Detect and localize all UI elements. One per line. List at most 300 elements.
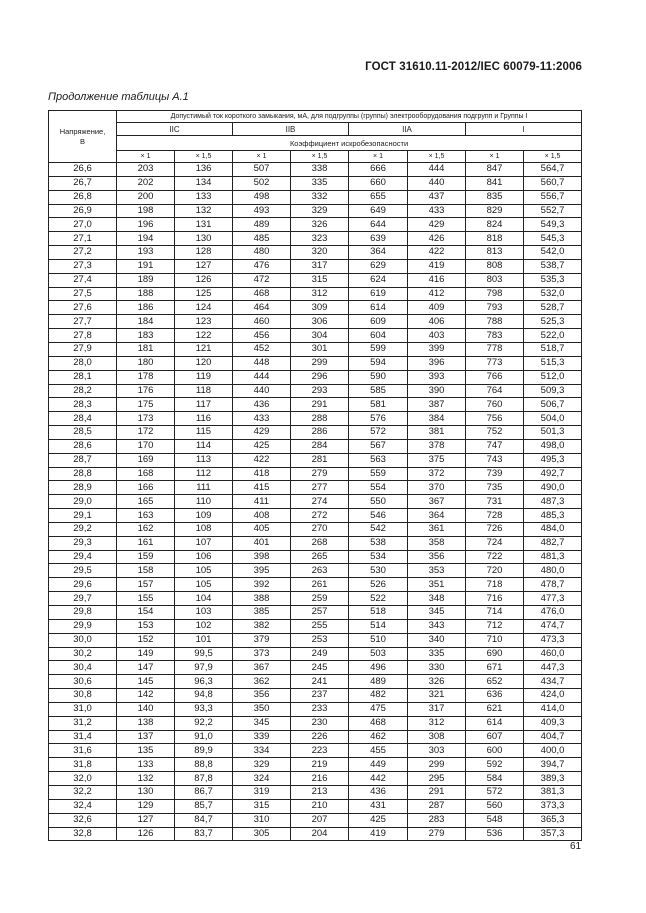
current-cell: 320 xyxy=(291,246,349,260)
current-cell: 323 xyxy=(291,232,349,246)
current-cell: 203 xyxy=(117,163,175,177)
voltage-cell: 29,6 xyxy=(49,578,117,592)
current-cell: 284 xyxy=(291,439,349,453)
current-cell: 125 xyxy=(175,287,233,301)
current-cell: 259 xyxy=(291,592,349,606)
current-cell: 422 xyxy=(408,246,466,260)
voltage-cell: 30,0 xyxy=(49,633,117,647)
current-cell: 118 xyxy=(175,384,233,398)
current-cell: 731 xyxy=(466,495,524,509)
current-cell: 94,8 xyxy=(175,689,233,703)
current-cell: 480,0 xyxy=(524,564,582,578)
current-cell: 126 xyxy=(117,827,175,841)
current-cell: 299 xyxy=(408,758,466,772)
table-row xyxy=(49,578,582,592)
current-cell: 105 xyxy=(175,578,233,592)
current-cell: 415 xyxy=(233,481,291,495)
table-row xyxy=(49,509,582,523)
current-cell: 554 xyxy=(349,481,408,495)
current-cell: 722 xyxy=(466,550,524,564)
table-row xyxy=(49,232,582,246)
current-cell: 444 xyxy=(408,163,466,177)
current-cell: 381 xyxy=(408,426,466,440)
factor-header: × 1,5 xyxy=(524,151,582,163)
voltage-cell: 32,2 xyxy=(49,785,117,799)
current-cell: 126 xyxy=(175,273,233,287)
current-cell: 436 xyxy=(233,398,291,412)
voltage-cell: 26,6 xyxy=(49,163,117,177)
current-cell: 710 xyxy=(466,633,524,647)
current-cell: 493 xyxy=(233,204,291,218)
factor-header: × 1 xyxy=(117,151,175,163)
current-cell: 334 xyxy=(233,744,291,758)
current-cell: 452 xyxy=(233,342,291,356)
current-cell: 394,7 xyxy=(524,758,582,772)
current-cell: 393 xyxy=(408,370,466,384)
table-row xyxy=(49,259,582,273)
current-cell: 552,7 xyxy=(524,204,582,218)
current-cell: 312 xyxy=(408,716,466,730)
current-cell: 592 xyxy=(466,758,524,772)
current-cell: 572 xyxy=(349,426,408,440)
current-cell: 614 xyxy=(466,716,524,730)
current-cell: 560 xyxy=(466,799,524,813)
current-cell: 345 xyxy=(408,606,466,620)
current-cell: 671 xyxy=(466,661,524,675)
current-cell: 747 xyxy=(466,439,524,453)
current-cell: 624 xyxy=(349,273,408,287)
current-cell: 556,7 xyxy=(524,190,582,204)
current-cell: 440 xyxy=(233,384,291,398)
current-cell: 274 xyxy=(291,495,349,509)
current-cell: 357,3 xyxy=(524,827,582,841)
current-cell: 353 xyxy=(408,564,466,578)
current-cell: 108 xyxy=(175,522,233,536)
current-cell: 312 xyxy=(291,287,349,301)
current-cell: 196 xyxy=(117,218,175,232)
table-row xyxy=(49,785,582,799)
table-row xyxy=(49,495,582,509)
current-cell: 373 xyxy=(233,647,291,661)
voltage-cell: 28,0 xyxy=(49,356,117,370)
current-cell: 134 xyxy=(175,176,233,190)
current-cell: 718 xyxy=(466,578,524,592)
current-cell: 124 xyxy=(175,301,233,315)
current-cell: 364 xyxy=(408,509,466,523)
current-cell: 619 xyxy=(349,287,408,301)
current-cell: 389,3 xyxy=(524,772,582,786)
current-cell: 378 xyxy=(408,439,466,453)
current-cell: 607 xyxy=(466,730,524,744)
current-cell: 83,7 xyxy=(175,827,233,841)
current-cell: 429 xyxy=(233,426,291,440)
current-cell: 629 xyxy=(349,259,408,273)
current-cell: 86,7 xyxy=(175,785,233,799)
current-cell: 384 xyxy=(408,412,466,426)
current-cell: 163 xyxy=(117,509,175,523)
current-cell: 639 xyxy=(349,232,408,246)
voltage-cell: 28,7 xyxy=(49,453,117,467)
current-cell: 399 xyxy=(408,342,466,356)
current-cell: 835 xyxy=(466,190,524,204)
voltage-cell: 27,8 xyxy=(49,329,117,343)
current-cell: 496 xyxy=(349,661,408,675)
current-cell: 230 xyxy=(291,716,349,730)
current-cell: 153 xyxy=(117,619,175,633)
current-cell: 183 xyxy=(117,329,175,343)
current-cell: 168 xyxy=(117,467,175,481)
current-cell: 584 xyxy=(466,772,524,786)
current-cell: 449 xyxy=(349,758,408,772)
current-cell: 272 xyxy=(291,509,349,523)
current-cell: 412 xyxy=(408,287,466,301)
voltage-cell: 27,9 xyxy=(49,342,117,356)
current-cell: 506,7 xyxy=(524,398,582,412)
current-cell: 293 xyxy=(291,384,349,398)
current-cell: 330 xyxy=(408,661,466,675)
table-row xyxy=(49,439,582,453)
current-cell: 166 xyxy=(117,481,175,495)
current-cell: 798 xyxy=(466,287,524,301)
current-cell: 379 xyxy=(233,633,291,647)
current-cell: 534 xyxy=(349,550,408,564)
current-cell: 281 xyxy=(291,453,349,467)
current-cell: 130 xyxy=(117,785,175,799)
voltage-cell: 29,8 xyxy=(49,606,117,620)
current-cell: 585 xyxy=(349,384,408,398)
table-row xyxy=(49,356,582,370)
current-cell: 233 xyxy=(291,702,349,716)
current-cell: 180 xyxy=(117,356,175,370)
current-cell: 172 xyxy=(117,426,175,440)
current-cell: 498 xyxy=(233,190,291,204)
current-cell: 518 xyxy=(349,606,408,620)
current-cell: 546 xyxy=(349,509,408,523)
current-cell: 107 xyxy=(175,536,233,550)
current-cell: 381,3 xyxy=(524,785,582,799)
current-cell: 295 xyxy=(408,772,466,786)
current-cell: 395 xyxy=(233,564,291,578)
factor-header: × 1 xyxy=(233,151,291,163)
current-cell: 188 xyxy=(117,287,175,301)
current-cell: 813 xyxy=(466,246,524,260)
table-row xyxy=(49,730,582,744)
current-cell: 652 xyxy=(466,675,524,689)
current-cell: 425 xyxy=(233,439,291,453)
current-cell: 764 xyxy=(466,384,524,398)
group-header-i: I xyxy=(466,123,582,136)
current-cell: 803 xyxy=(466,273,524,287)
current-cell: 326 xyxy=(291,218,349,232)
current-cell: 660 xyxy=(349,176,408,190)
current-cell: 147 xyxy=(117,661,175,675)
current-cell: 317 xyxy=(408,702,466,716)
current-cell: 332 xyxy=(291,190,349,204)
current-cell: 829 xyxy=(466,204,524,218)
current-cell: 726 xyxy=(466,522,524,536)
current-cell: 621 xyxy=(466,702,524,716)
current-cell: 414,0 xyxy=(524,702,582,716)
current-cell: 847 xyxy=(466,163,524,177)
current-cell: 473,3 xyxy=(524,633,582,647)
current-cell: 512,0 xyxy=(524,370,582,384)
current-cell: 191 xyxy=(117,259,175,273)
voltage-cell: 28,5 xyxy=(49,426,117,440)
current-cell: 326 xyxy=(408,675,466,689)
current-cell: 604 xyxy=(349,329,408,343)
current-cell: 308 xyxy=(408,730,466,744)
current-cell: 303 xyxy=(408,744,466,758)
voltage-cell: 27,2 xyxy=(49,246,117,260)
table-row xyxy=(49,467,582,481)
table-row xyxy=(49,633,582,647)
current-cell: 808 xyxy=(466,259,524,273)
current-cell: 97,9 xyxy=(175,661,233,675)
current-cell: 739 xyxy=(466,467,524,481)
current-cell: 104 xyxy=(175,592,233,606)
current-cell: 756 xyxy=(466,412,524,426)
current-cell: 405 xyxy=(233,522,291,536)
factor-header: × 1,5 xyxy=(175,151,233,163)
current-cell: 204 xyxy=(291,827,349,841)
current-cell: 96,3 xyxy=(175,675,233,689)
table-row xyxy=(49,342,582,356)
current-cell: 818 xyxy=(466,232,524,246)
current-cell: 487,3 xyxy=(524,495,582,509)
table-row xyxy=(49,246,582,260)
voltage-cell: 27,4 xyxy=(49,273,117,287)
current-cell: 532,0 xyxy=(524,287,582,301)
current-cell: 576 xyxy=(349,412,408,426)
current-cell: 460,0 xyxy=(524,647,582,661)
current-cell: 614 xyxy=(349,301,408,315)
current-cell: 724 xyxy=(466,536,524,550)
current-cell: 572 xyxy=(466,785,524,799)
current-cell: 448 xyxy=(233,356,291,370)
current-cell: 335 xyxy=(408,647,466,661)
voltage-cell: 29,5 xyxy=(49,564,117,578)
voltage-cell: 28,1 xyxy=(49,370,117,384)
voltage-cell: 30,2 xyxy=(49,647,117,661)
table-row xyxy=(49,564,582,578)
current-cell: 317 xyxy=(291,259,349,273)
current-cell: 433 xyxy=(408,204,466,218)
current-cell: 270 xyxy=(291,522,349,536)
current-cell: 176 xyxy=(117,384,175,398)
current-cell: 105 xyxy=(175,564,233,578)
table-row xyxy=(49,218,582,232)
current-cell: 444 xyxy=(233,370,291,384)
current-cell: 241 xyxy=(291,675,349,689)
voltage-cell: 29,2 xyxy=(49,522,117,536)
table-row xyxy=(49,827,582,841)
current-cell: 306 xyxy=(291,315,349,329)
current-cell: 510 xyxy=(349,633,408,647)
current-cell: 245 xyxy=(291,661,349,675)
voltage-cell: 27,6 xyxy=(49,301,117,315)
current-cell: 482,7 xyxy=(524,536,582,550)
table-row xyxy=(49,522,582,536)
current-cell: 375 xyxy=(408,453,466,467)
current-cell: 138 xyxy=(117,716,175,730)
current-cell: 489 xyxy=(233,218,291,232)
current-cell: 111 xyxy=(175,481,233,495)
table-row xyxy=(49,758,582,772)
current-cell: 403 xyxy=(408,329,466,343)
current-cell: 536 xyxy=(466,827,524,841)
current-cell: 460 xyxy=(233,315,291,329)
current-cell: 149 xyxy=(117,647,175,661)
current-cell: 522 xyxy=(349,592,408,606)
current-cell: 329 xyxy=(291,204,349,218)
current-cell: 127 xyxy=(175,259,233,273)
voltage-header: Напряжение, В xyxy=(49,111,117,163)
current-cell: 159 xyxy=(117,550,175,564)
current-cell: 340 xyxy=(408,633,466,647)
current-cell: 263 xyxy=(291,564,349,578)
current-cell: 184 xyxy=(117,315,175,329)
table-row xyxy=(49,370,582,384)
current-cell: 324 xyxy=(233,772,291,786)
current-cell: 385 xyxy=(233,606,291,620)
current-cell: 279 xyxy=(291,467,349,481)
group-header-iib: IIB xyxy=(233,123,349,136)
current-cell: 600 xyxy=(466,744,524,758)
current-cell: 345 xyxy=(233,716,291,730)
current-cell: 481,3 xyxy=(524,550,582,564)
current-cell: 434,7 xyxy=(524,675,582,689)
current-cell: 223 xyxy=(291,744,349,758)
current-cell: 101 xyxy=(175,633,233,647)
current-cell: 468 xyxy=(233,287,291,301)
current-cell: 213 xyxy=(291,785,349,799)
current-cell: 93,3 xyxy=(175,702,233,716)
current-cell: 424,0 xyxy=(524,689,582,703)
current-cell: 495,3 xyxy=(524,453,582,467)
current-cell: 140 xyxy=(117,702,175,716)
current-cell: 538 xyxy=(349,536,408,550)
current-cell: 436 xyxy=(349,785,408,799)
current-cell: 279 xyxy=(408,827,466,841)
current-cell: 549,3 xyxy=(524,218,582,232)
table-row xyxy=(49,329,582,343)
table-row xyxy=(49,204,582,218)
current-cell: 504,0 xyxy=(524,412,582,426)
current-cell: 255 xyxy=(291,619,349,633)
table-row xyxy=(49,550,582,564)
current-cell: 92,2 xyxy=(175,716,233,730)
current-cell: 135 xyxy=(117,744,175,758)
table-row xyxy=(49,273,582,287)
current-cell: 119 xyxy=(175,370,233,384)
current-cell: 609 xyxy=(349,315,408,329)
current-cell: 649 xyxy=(349,204,408,218)
current-cell: 237 xyxy=(291,689,349,703)
table-caption: Продолжение таблицы А.1 xyxy=(48,91,189,103)
current-cell: 728 xyxy=(466,509,524,523)
current-cell: 766 xyxy=(466,370,524,384)
table-row xyxy=(49,301,582,315)
current-cell: 522,0 xyxy=(524,329,582,343)
current-cell: 170 xyxy=(117,439,175,453)
current-cell: 530 xyxy=(349,564,408,578)
current-cell: 304 xyxy=(291,329,349,343)
voltage-cell: 29,3 xyxy=(49,536,117,550)
current-cell: 348 xyxy=(408,592,466,606)
current-cell: 365,3 xyxy=(524,813,582,827)
current-cell: 440 xyxy=(408,176,466,190)
current-cell: 249 xyxy=(291,647,349,661)
current-cell: 476,0 xyxy=(524,606,582,620)
voltage-cell: 32,0 xyxy=(49,772,117,786)
current-cell: 408 xyxy=(233,509,291,523)
current-cell: 200 xyxy=(117,190,175,204)
current-cell: 350 xyxy=(233,702,291,716)
current-cell: 468 xyxy=(349,716,408,730)
voltage-cell: 32,6 xyxy=(49,813,117,827)
table-row xyxy=(49,163,582,177)
current-cell: 367 xyxy=(408,495,466,509)
voltage-cell: 30,4 xyxy=(49,661,117,675)
current-cell: 478,7 xyxy=(524,578,582,592)
current-cell: 198 xyxy=(117,204,175,218)
current-cell: 129 xyxy=(117,799,175,813)
current-cell: 398 xyxy=(233,550,291,564)
current-cell: 464 xyxy=(233,301,291,315)
factor-header: × 1 xyxy=(466,151,524,163)
current-cell: 142 xyxy=(117,689,175,703)
voltage-cell: 28,2 xyxy=(49,384,117,398)
current-cell: 133 xyxy=(117,758,175,772)
current-cell: 99,5 xyxy=(175,647,233,661)
current-cell: 102 xyxy=(175,619,233,633)
current-cell: 476 xyxy=(233,259,291,273)
current-cell: 373,3 xyxy=(524,799,582,813)
voltage-cell: 29,4 xyxy=(49,550,117,564)
current-cell: 356 xyxy=(233,689,291,703)
current-cell: 283 xyxy=(408,813,466,827)
current-cell: 542 xyxy=(349,522,408,536)
current-cell: 472 xyxy=(233,273,291,287)
current-cell: 743 xyxy=(466,453,524,467)
current-cell: 301 xyxy=(291,342,349,356)
current-cell: 841 xyxy=(466,176,524,190)
current-cell: 115 xyxy=(175,426,233,440)
current-cell: 528,7 xyxy=(524,301,582,315)
group-header-iic: IIC xyxy=(117,123,233,136)
table-body xyxy=(49,163,582,841)
current-cell: 319 xyxy=(233,785,291,799)
current-cell: 485,3 xyxy=(524,509,582,523)
table-row xyxy=(49,426,582,440)
coefficient-header: Коэффициент искробезопасности xyxy=(117,136,582,151)
current-cell: 538,7 xyxy=(524,259,582,273)
current-cell: 560,7 xyxy=(524,176,582,190)
current-cell: 477,3 xyxy=(524,592,582,606)
current-cell: 158 xyxy=(117,564,175,578)
current-cell: 720 xyxy=(466,564,524,578)
current-cell: 265 xyxy=(291,550,349,564)
current-cell: 396 xyxy=(408,356,466,370)
current-cell: 433 xyxy=(233,412,291,426)
current-cell: 406 xyxy=(408,315,466,329)
current-cell: 712 xyxy=(466,619,524,633)
current-cell: 189 xyxy=(117,273,175,287)
current-cell: 431 xyxy=(349,799,408,813)
current-cell: 329 xyxy=(233,758,291,772)
current-cell: 655 xyxy=(349,190,408,204)
table-row xyxy=(49,799,582,813)
